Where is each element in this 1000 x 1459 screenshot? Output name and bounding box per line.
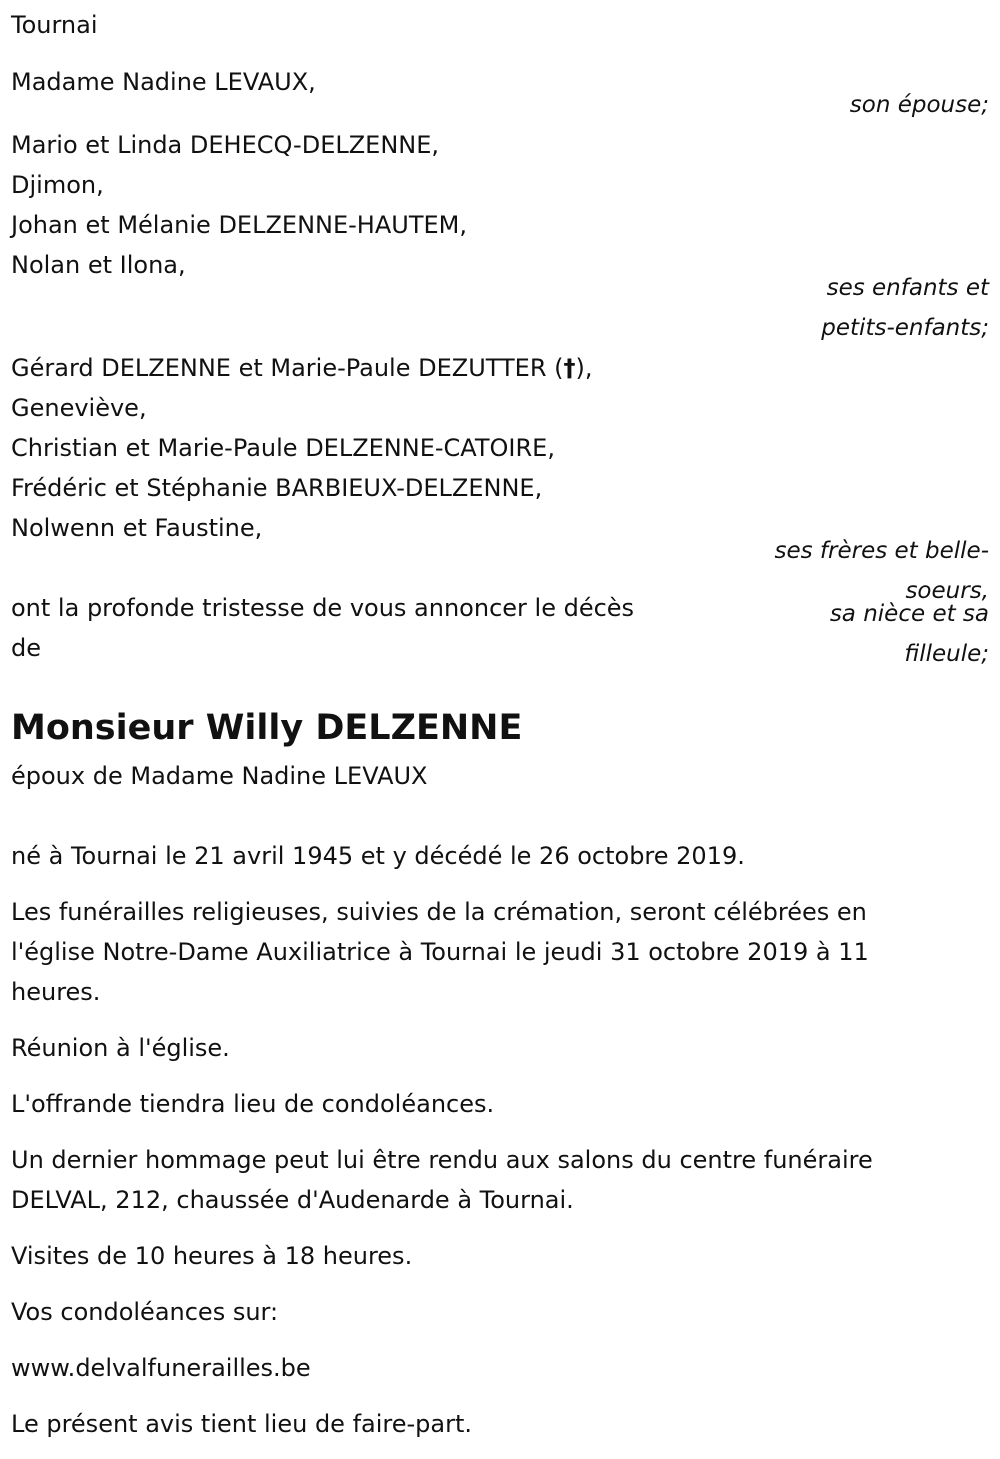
children-relation-line: ses enfants et [826,275,989,301]
meeting-info: Réunion à l'église. [11,1034,230,1062]
website-link[interactable]: www.delvalfunerailles.be [11,1354,311,1382]
children-relation-line: petits-enfants; [821,315,989,341]
sibling-line-text: ), [575,354,593,382]
condolences-label: Vos condoléances sur: [11,1298,279,1326]
funeral-info-line: heures. [11,978,101,1006]
child-line: Djimon, [11,171,104,199]
funeral-info-line: l'église Notre-Dame Auxiliatrice à Tournai le jeudi 31 octobre 2019 à 11 [11,938,869,966]
announcement-line: ont la profonde tristesse de vous annoncer le décès [11,594,635,622]
sibling-line: Christian et Marie-Paule DELZENNE-CATOIRE, [11,434,555,462]
notice-text: Le présent avis tient lieu de faire-part. [11,1410,473,1438]
cross-icon: † [563,354,576,382]
spouse-name: Madame Nadine LEVAUX, [11,68,316,96]
siblings-relation-line: filleule; [904,641,989,667]
child-line: Nolan et Ilona, [11,251,186,279]
tribute-info-line: DELVAL, 212, chaussée d'Audenarde à Tournai. [11,1186,574,1214]
visits-info: Visites de 10 heures à 18 heures. [11,1242,413,1270]
tribute-info-line: Un dernier hommage peut lui être rendu aux salons du centre funéraire [11,1146,873,1174]
city-heading: Tournai [11,11,98,39]
announcement-line: de [11,634,41,662]
siblings-relation-line: sa nièce et sa [829,601,989,627]
deceased-name: Monsieur Willy DELZENNE [11,708,523,748]
sibling-line: Frédéric et Stéphanie BARBIEUX-DELZENNE, [11,474,543,502]
siblings-relation-line: ses frères et belle- [774,538,989,564]
funeral-info-line: Les funérailles religieuses, suivies de la crémation, seront célébrées en [11,898,867,926]
sibling-line: Geneviève, [11,394,147,422]
siblings-relation-line: soeurs, [905,578,989,604]
deceased-subtitle: époux de Madame Nadine LEVAUX [11,762,428,790]
birth-death-info: né à Tournai le 21 avril 1945 et y décédé le 26 octobre 2019. [11,842,745,870]
child-line: Mario et Linda DEHECQ-DELZENNE, [11,131,440,159]
sibling-line-text: Gérard DELZENNE et Marie-Paule DEZUTTER ( [11,354,564,382]
spouse-relation: son épouse; [849,92,989,118]
sibling-line: Nolwenn et Faustine, [11,514,263,542]
offering-info: L'offrande tiendra lieu de condoléances. [11,1090,495,1118]
sibling-line [11,353,593,383]
child-line: Johan et Mélanie DELZENNE-HAUTEM, [11,211,467,239]
